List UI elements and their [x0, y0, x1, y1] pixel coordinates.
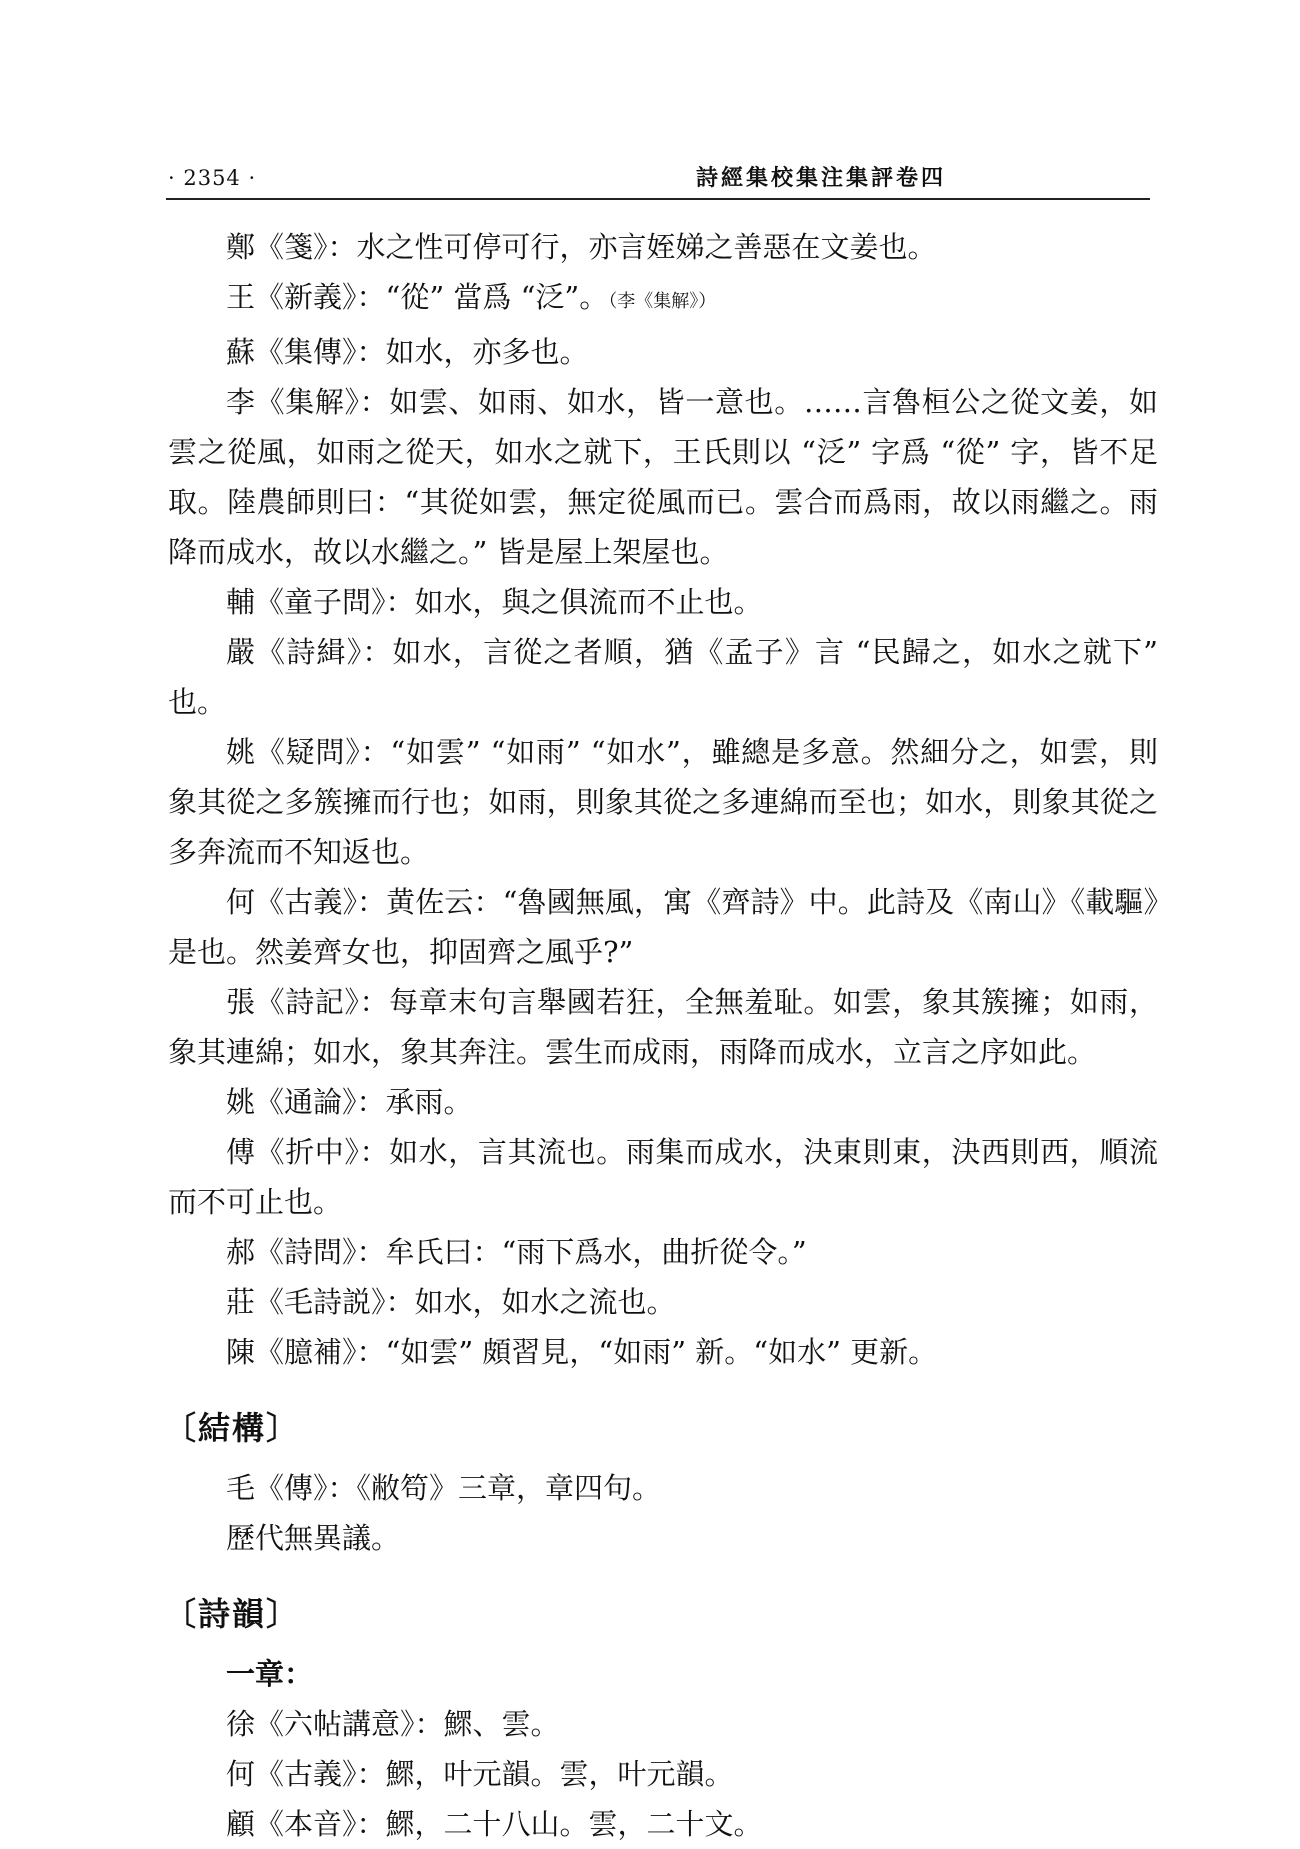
- structure-heading: 〔結構〕: [164, 1409, 301, 1447]
- commentary-paragraph: 李《集解》：如雲、如雨、如水，皆一意也。……言魯桓公之從文姜，如雲之從風，如雨之從天，如水之就下，王氏則以 “泛” 字爲 “從” 字，皆不足取。陸農師則曰：“其從如雲，無定從風而已。雲合而爲雨，故以雨繼之。雨降而成水，故以水繼之。” 皆是屋上架屋也。: [168, 385, 1158, 569]
- rhyme-subheading: 一章：: [226, 1657, 314, 1691]
- commentary-text: 王《新義》：“從” 當爲 “泛”。: [226, 280, 609, 314]
- commentary-paragraph: 傅《折中》：如水，言其流也。雨集而成水，決東則東，決西則西，順流而不可止也。: [168, 1135, 1158, 1219]
- structure-line: 毛《傳》：《敝笱》三章，章四句。: [226, 1471, 662, 1505]
- running-title: 詩經集校集注集評卷四: [696, 165, 947, 191]
- header-rule: [166, 198, 1150, 200]
- commentary-paragraph: 姚《疑問》：“如雲” “如雨” “如水”，雖總是多意。然細分之，如雲，則象其從之多簇擁而行也；如雨，則象其從之多連綿而至也；如水，則象其從之多奔流而不知返也。: [168, 735, 1158, 869]
- rhyme-line: 顧《本音》：鰥，二十八山。雲，二十文。: [226, 1807, 763, 1841]
- source-note: （李《集解》）: [608, 291, 717, 312]
- rhyme-line: 徐《六帖講意》：鰥、雲。: [226, 1707, 560, 1741]
- rhyme-line: 何《古義》：鰥，叶元韻。雲，叶元韻。: [226, 1757, 734, 1791]
- page-body: [164, 222, 1158, 1849]
- rhyme-heading: 〔詩韻〕: [164, 1595, 301, 1633]
- commentary-paragraph: 郝《詩問》：牟氏曰：“雨下爲水，曲折從令。”: [226, 1235, 807, 1269]
- page-header: [168, 160, 1148, 200]
- commentary-paragraph: 陳《臆補》：“如雲” 頗習見，“如雨” 新。“如水” 更新。: [226, 1335, 938, 1369]
- commentary-paragraph: 莊《毛詩説》：如水，如水之流也。: [226, 1285, 676, 1319]
- commentary-paragraph: 張《詩記》：每章末句言舉國若狂，全無羞耻。如雲，象其簇擁；如雨，象其連綿；如水，象其奔注。雲生而成雨，雨降而成水，立言之序如此。: [168, 985, 1158, 1069]
- page-number: · 2354 ·: [168, 166, 257, 190]
- commentary-paragraph: 何《古義》：黄佐云：“魯國無風，寓《齊詩》中。此詩及《南山》《載驅》是也。然姜齊女也，抑固齊之風乎?”: [168, 885, 1158, 969]
- commentary-paragraph: 輔《童子問》：如水，與之俱流而不止也。: [226, 585, 763, 619]
- commentary-paragraph: 嚴《詩緝》：如水，言從之者順，猶《孟子》言 “民歸之，如水之就下” 也。: [168, 635, 1158, 719]
- structure-line: 歷代無異議。: [226, 1521, 401, 1555]
- commentary-paragraph: 蘇《集傳》：如水，亦多也。: [226, 335, 589, 369]
- commentary-paragraph: 鄭《箋》：水之性可停可行，亦言姪娣之善惡在文姜也。: [226, 230, 937, 264]
- commentary-paragraph: [168, 272, 1158, 327]
- commentary-paragraph: 姚《通論》：承雨。: [226, 1085, 473, 1119]
